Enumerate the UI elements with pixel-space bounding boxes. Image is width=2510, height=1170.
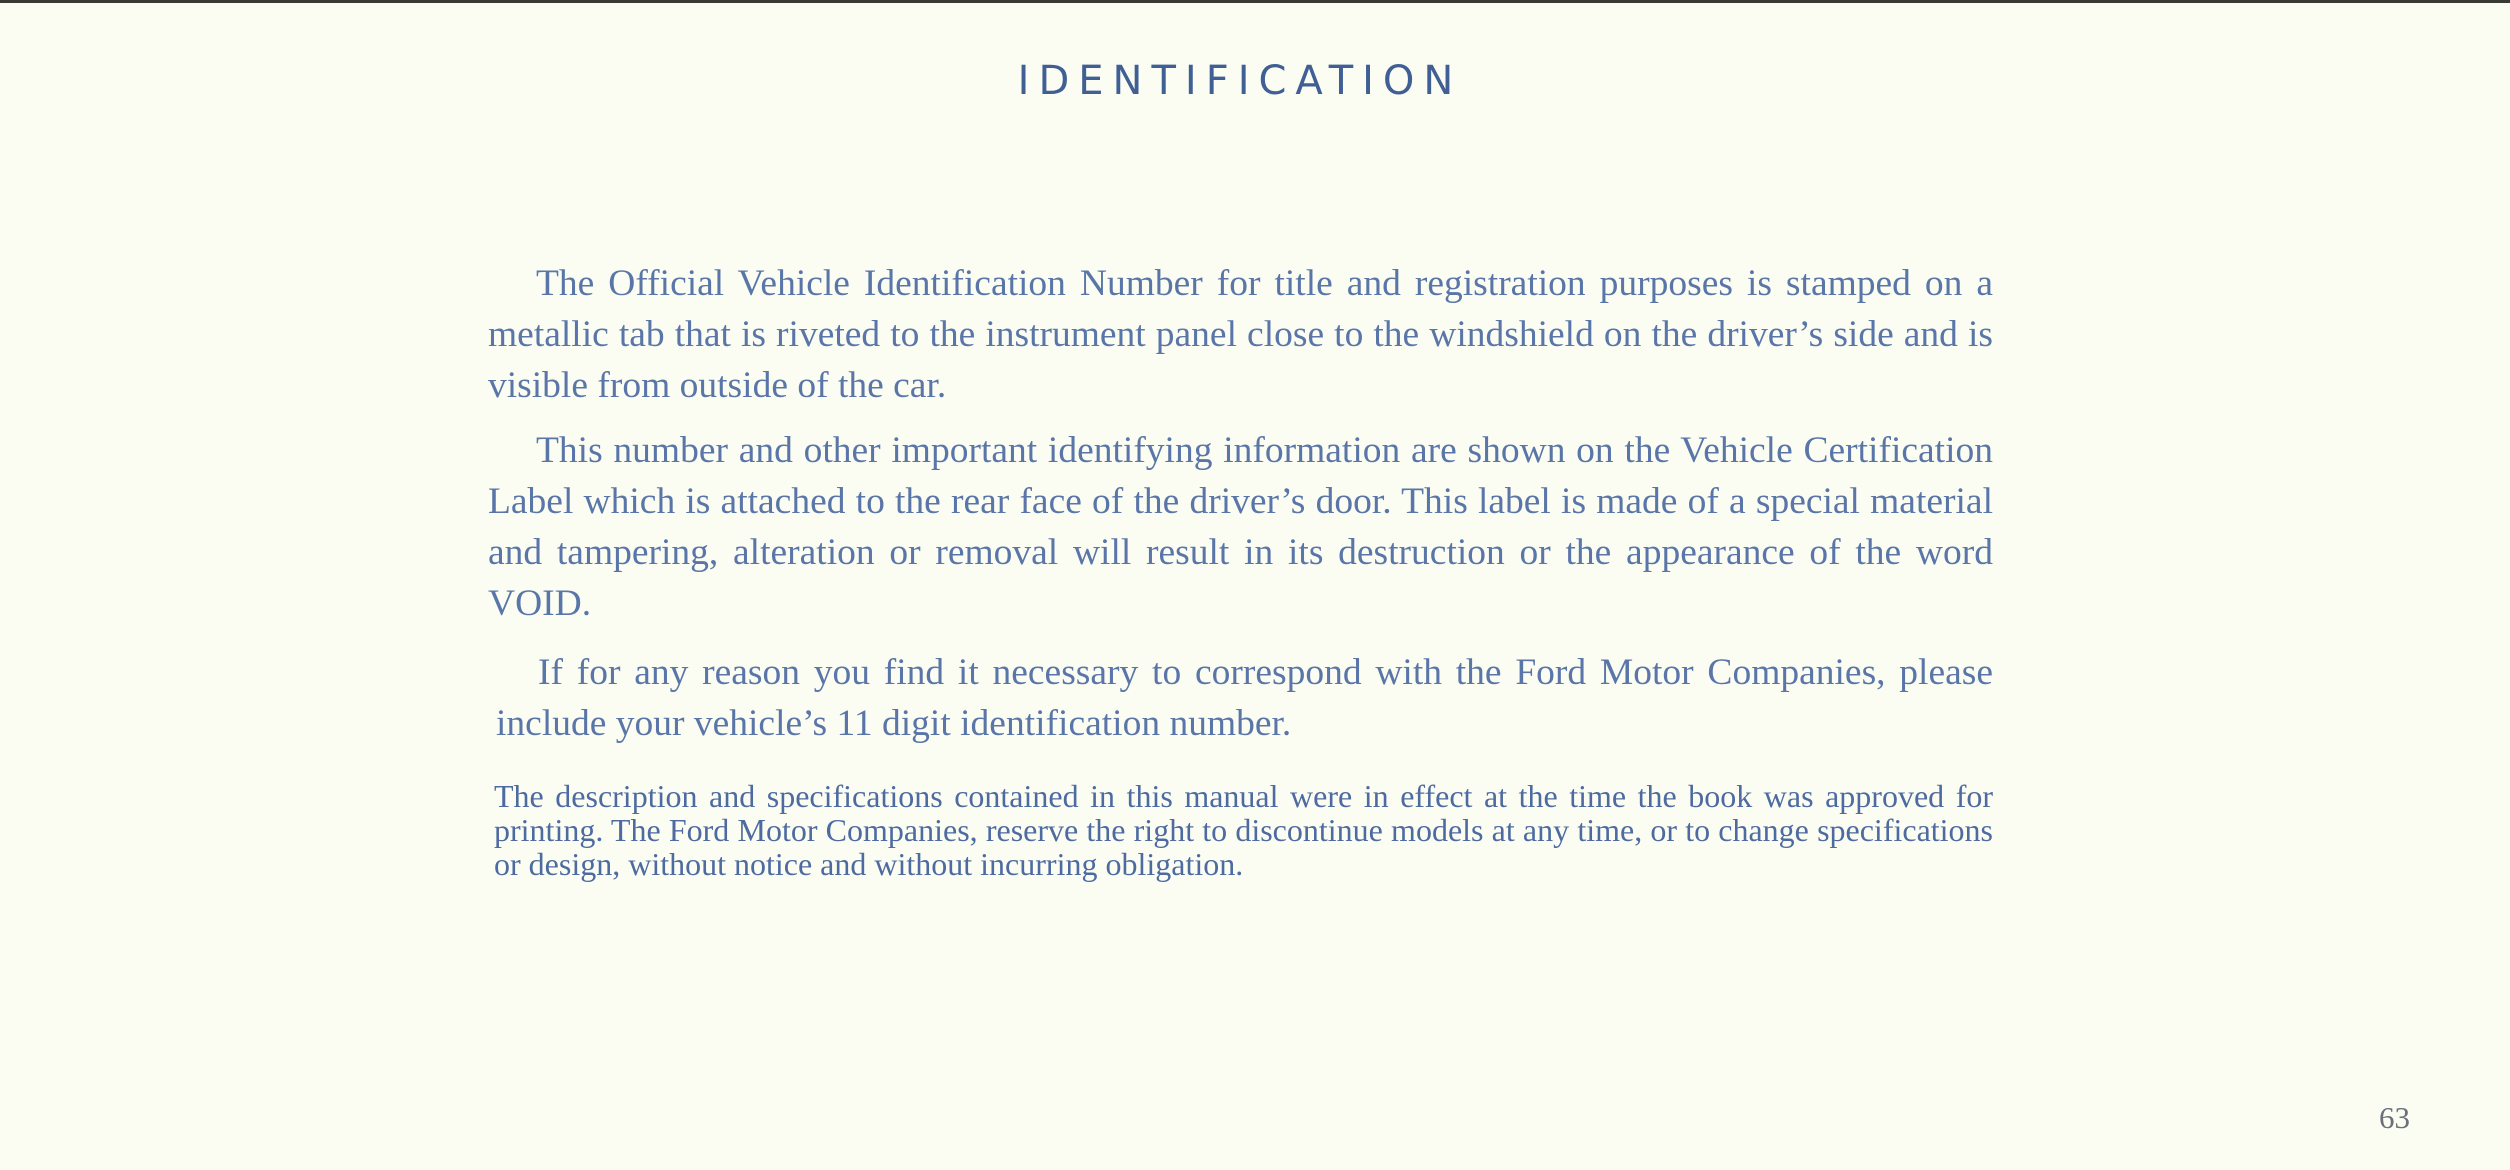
body-text [488, 258, 1993, 881]
page-number: 63 [2379, 1100, 2410, 1135]
paragraph-certification-label: This number and other important identifying information are shown on the Vehicle Certification Label which is attached to the rear face of the driver’s door. This label is made of a special material and tampering, alteration or removal will result in its destruction or the appearance of the word VOID. [488, 430, 1993, 624]
page-top-edge [0, 0, 2510, 3]
disclaimer-text: The description and specifications contained in this manual were in effect at the time the book was approved for printing. The Ford Motor Companies, reserve the right to discontinue models at any time, or to change specifications or design, without notice and without incurring obligation. [494, 778, 1993, 882]
paragraph-vin-location: The Official Vehicle Identification Number for title and registration purposes is stamped on a metallic tab that is riveted to the instrument panel close to the windshield on the driver’s side and is visible from outside of the car. [488, 263, 1993, 406]
paragraph-correspondence: If for any reason you find it necessary to correspond with the Ford Motor Companies, please include your vehicle’s 11 digit identification number. [496, 652, 1993, 744]
page-title: IDENTIFICATION [1017, 58, 1463, 104]
